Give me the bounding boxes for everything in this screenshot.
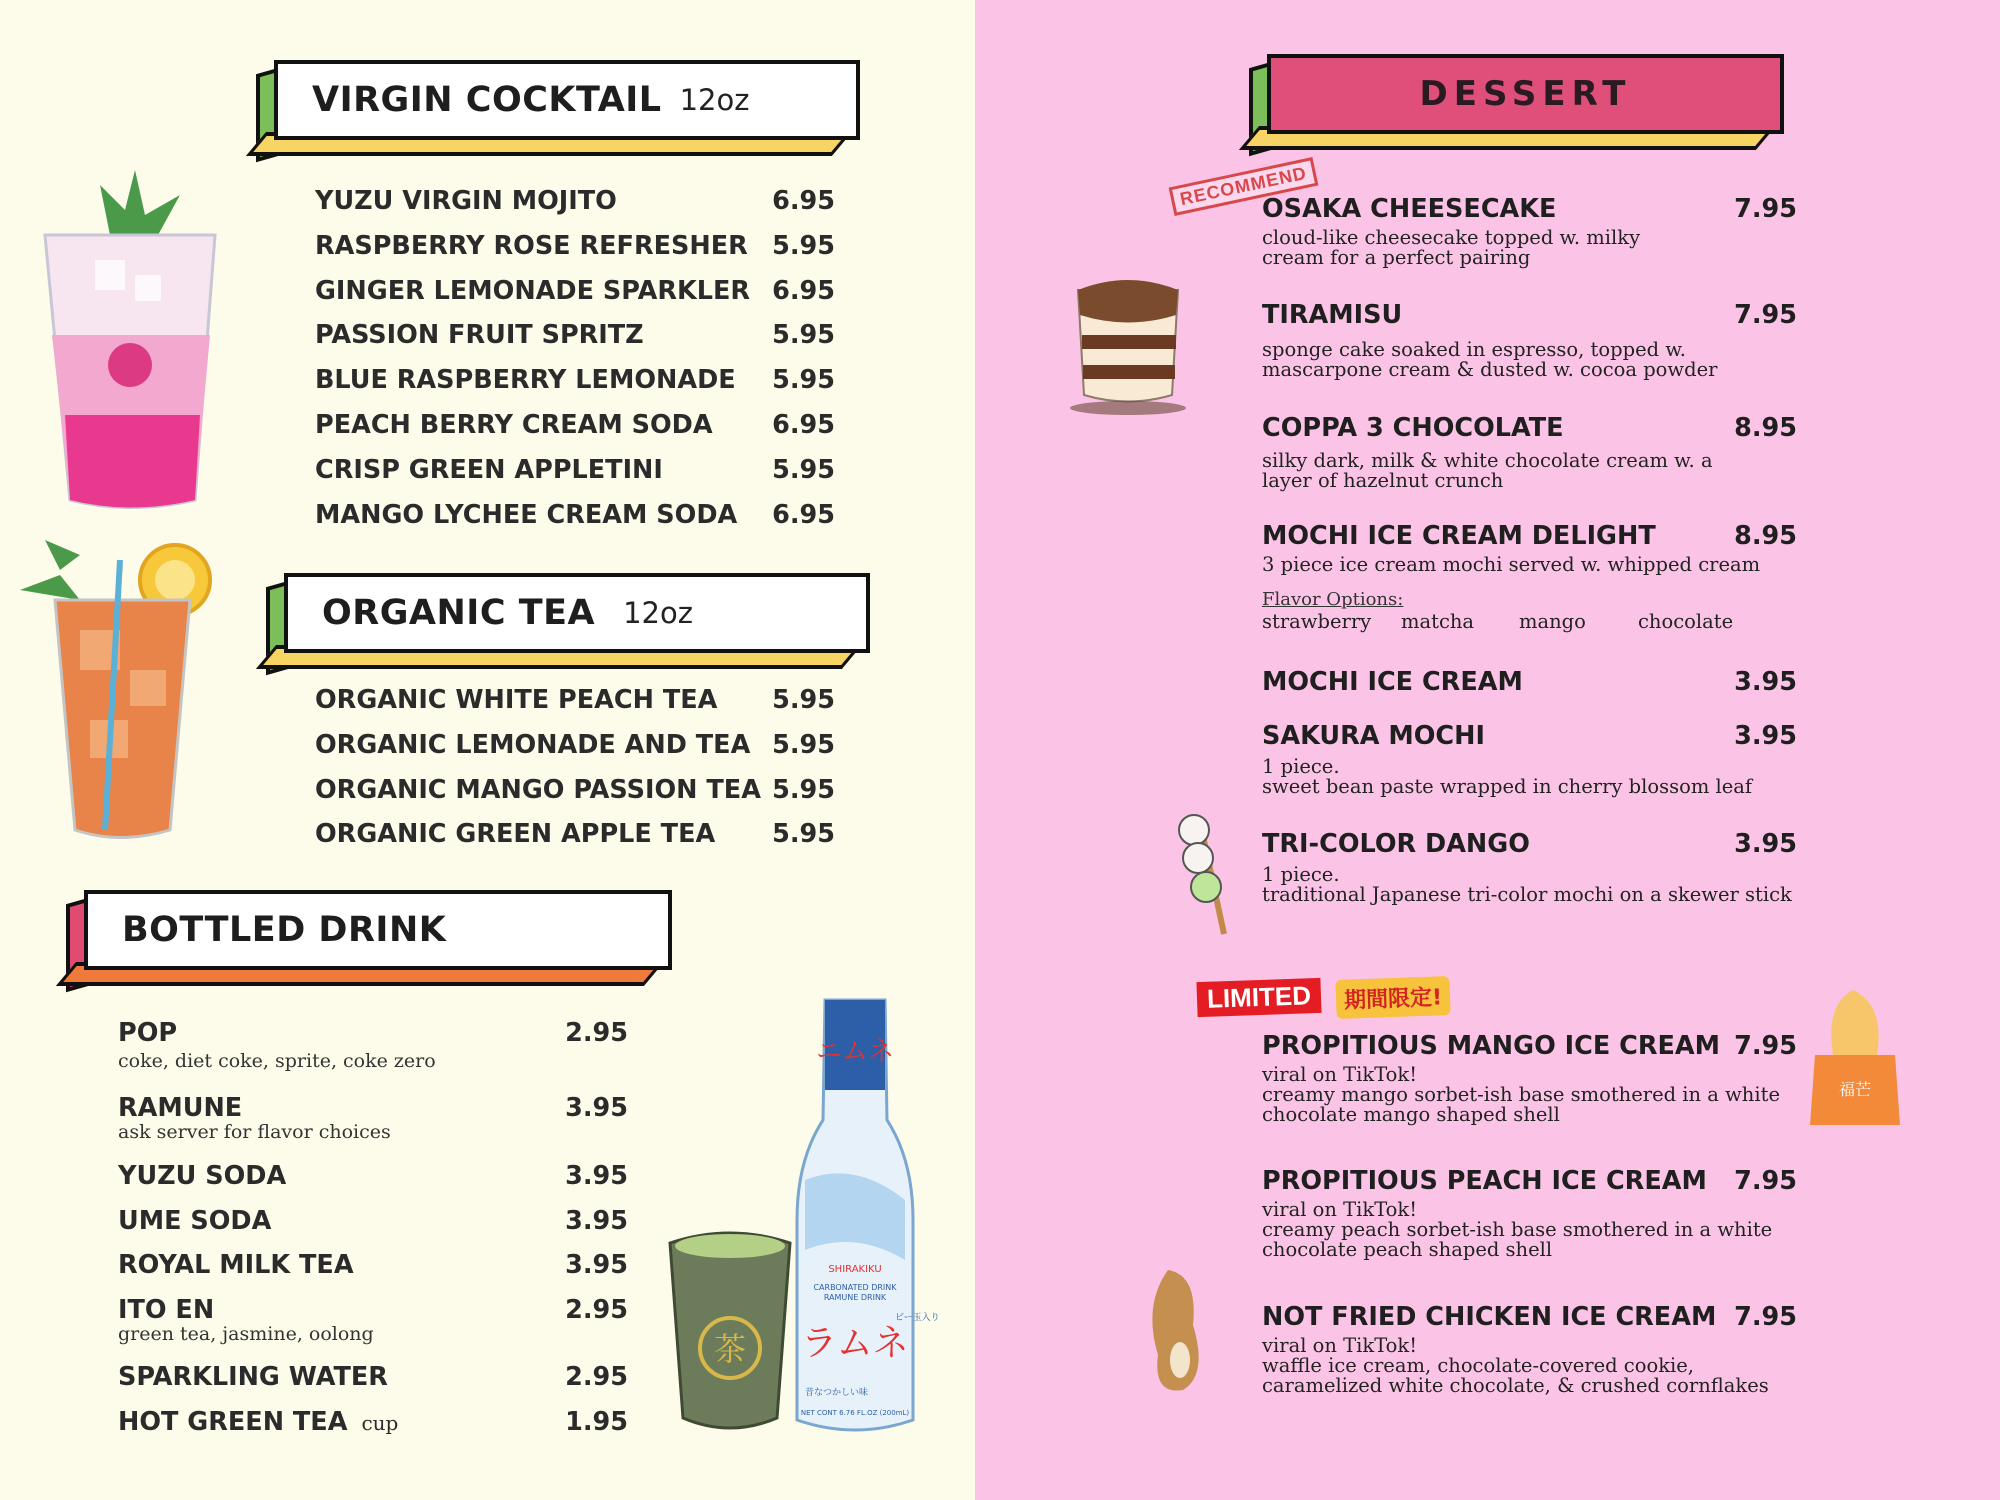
ramune-side2: 昔なつかしい味	[805, 1388, 869, 1398]
virgin-cocktail-banner	[256, 60, 860, 158]
limited-time-badge: 期間限定!	[1335, 976, 1450, 1019]
list-item: PEACH BERRY CREAM SODA 6.95	[315, 409, 835, 440]
ramune-bottle-illustration	[795, 1000, 940, 1442]
list-item: COPPA 3 CHOCOLATE 8.95 silky dark, milk & white chocolate cream w. a layer of hazelnut crunch	[1262, 413, 1797, 492]
organic-tea-banner	[266, 573, 870, 671]
list-item: MOCHI ICE CREAM DELIGHT 8.95 3 piece ice cream mochi served w. whipped cream Flavor Options: strawberry matcha mango chocolate	[1262, 521, 1797, 633]
flavor-options-label: Flavor Options:	[1262, 589, 1404, 610]
organic-tea-title: ORGANIC TEA	[322, 593, 596, 633]
tiramisu-illustration	[1068, 280, 1188, 415]
dango-illustration	[1172, 812, 1232, 937]
list-item: ORGANIC MANGO PASSION TEA 5.95	[315, 774, 835, 805]
limited-badge: LIMITED	[1196, 978, 1321, 1017]
ramune-side: ビー玉入り	[895, 1313, 940, 1323]
list-item: YUZU SODA 3.95	[118, 1161, 628, 1191]
bottled-drink-banner	[66, 890, 672, 988]
list-item: OSAKA CHEESECAKE 7.95 cloud-like cheesecake topped w. milky cream for a perfect pairing	[1262, 194, 1797, 269]
list-item: NOT FRIED CHICKEN ICE CREAM 7.95 viral on TikTok! waffle ice cream, chocolate-covered cookie, caramelized white chocolate, & crushed cornflakes	[1262, 1302, 1797, 1397]
ramune-brand: SHIRAKIKU	[828, 1264, 882, 1275]
dessert-banner	[1249, 54, 1784, 152]
list-item: MANGO LYCHEE CREAM SODA 6.95	[315, 499, 835, 530]
chicken-ice-cream-illustration	[1138, 1265, 1218, 1400]
virgin-cocktail-list	[315, 186, 835, 544]
list-item: PROPITIOUS PEACH ICE CREAM 7.95 viral on TikTok! creamy peach sorbet-ish base smothered in a white chocolate peach shaped shell	[1262, 1166, 1797, 1261]
green-tea-cup-illustration	[665, 1228, 795, 1438]
mango-box-text: 福芒	[1838, 1080, 1872, 1099]
organic-tea-size: 12oz	[623, 596, 693, 630]
list-item: TRI-COLOR DANGO 3.95 1 piece. traditional Japanese tri-color mochi on a skewer stick	[1262, 829, 1797, 906]
list-item: CRISP GREEN APPLETINI 5.95	[315, 454, 835, 485]
list-item: ROYAL MILK TEA 3.95	[118, 1250, 628, 1280]
ramune-sub: CARBONATED DRINK	[813, 1283, 897, 1292]
iced-tea-illustration	[20, 530, 220, 850]
pink-cocktail-illustration	[40, 165, 230, 515]
ramune-sub2: RAMUNE DRINK	[823, 1293, 887, 1302]
dessert-title: DESSERT	[1419, 74, 1632, 114]
tea-cup-character: 茶	[713, 1330, 747, 1368]
virgin-cocktail-title: VIRGIN COCKTAIL	[312, 80, 662, 120]
list-item: MOCHI ICE CREAM 3.95	[1262, 667, 1797, 697]
organic-tea-list	[315, 685, 835, 864]
bottled-drink-title: BOTTLED DRINK	[122, 910, 447, 950]
list-item: UME SODA 3.95	[118, 1206, 628, 1236]
list-item: POP 2.95 coke, diet coke, sprite, coke zero	[118, 1018, 628, 1072]
list-item: RASPBERRY ROSE REFRESHER 5.95	[315, 230, 835, 261]
list-item: PROPITIOUS MANGO ICE CREAM 7.95 viral on TikTok! creamy mango sorbet-ish base smothered in a white chocolate mango shaped shell	[1262, 1031, 1797, 1126]
ramune-big-label: ラムネ	[801, 1323, 909, 1364]
list-item: SPARKLING WATER 2.95	[118, 1362, 628, 1392]
list-item: RAMUNE 3.95 ask server for flavor choices	[118, 1093, 628, 1143]
flavor-options: strawberry matcha mango chocolate	[1262, 610, 1734, 633]
list-item: HOT GREEN TEA cup 1.95	[118, 1407, 628, 1437]
list-item: BLUE RASPBERRY LEMONADE 5.95	[315, 365, 835, 396]
list-item: SAKURA MOCHI 3.95 1 piece. sweet bean paste wrapped in cherry blossom leaf	[1262, 721, 1797, 798]
ramune-top-label: ニムネ	[815, 1037, 895, 1067]
virgin-cocktail-size: 12oz	[679, 83, 750, 117]
mango-ice-cream-illustration	[1805, 985, 1905, 1135]
list-item: ORGANIC WHITE PEACH TEA 5.95	[315, 685, 835, 715]
list-item: YUZU VIRGIN MOJITO 6.95	[315, 186, 835, 216]
list-item: GINGER LEMONADE SPARKLER 6.95	[315, 275, 835, 306]
ramune-net: NET CONT 6.76 FL.OZ (200mL)	[800, 1409, 910, 1417]
list-item: PASSION FRUIT SPRITZ 5.95	[315, 320, 835, 351]
list-item: TIRAMISU 7.95 sponge cake soaked in espresso, topped w. mascarpone cream & dusted w. cocoa powder	[1262, 300, 1797, 381]
recommend-stamp: RECOMMEND	[1169, 157, 1319, 216]
list-item: ORGANIC LEMONADE AND TEA 5.95	[315, 729, 835, 760]
list-item: ORGANIC GREEN APPLE TEA 5.95	[315, 819, 835, 850]
list-item: ITO EN 2.95 green tea, jasmine, oolong	[118, 1295, 628, 1345]
